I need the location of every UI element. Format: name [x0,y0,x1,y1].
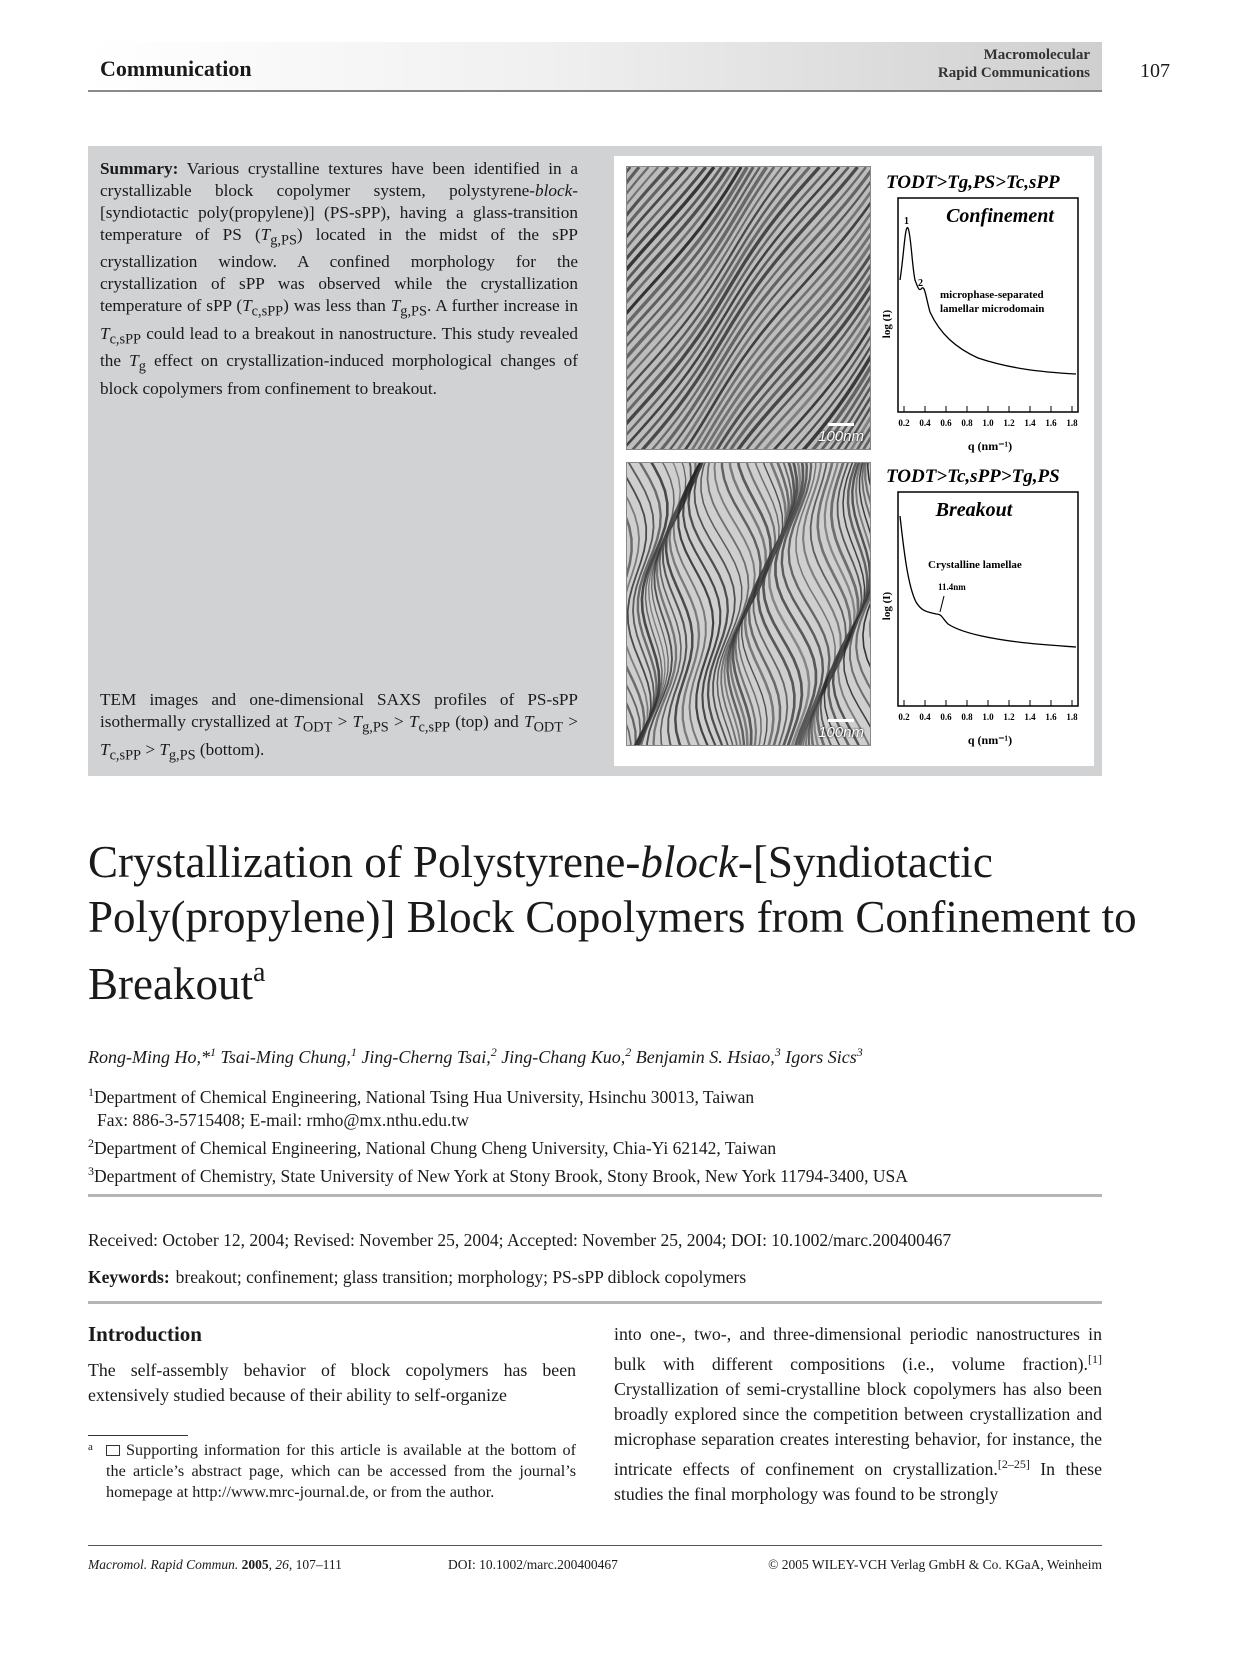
footer-doi: DOI: 10.1002/marc.200400467 [448,1557,618,1572]
article-title [88,835,1138,1012]
affiliation-text: Department of Chemical Engineering, National Chung Cheng University, Chia-Yi 62142, Taiwan [94,1137,777,1158]
title-part: Crystallization of Polystyrene- [88,837,641,887]
symbol-t: T [408,712,419,732]
affiliation-line [88,1109,908,1132]
ylabel-top: log (I) [881,309,893,339]
tem-texture-top [627,167,871,450]
symbol-t: T [100,323,110,343]
intro-part: In these studies the final morphology was found to be strongly [614,1458,1102,1504]
symbol-t: T [390,296,401,316]
annotation-arrow [940,596,944,612]
subscript: ODT [302,719,333,736]
x-tick-label: 1.0 [982,418,994,428]
summary-part: . A further increase in [426,296,578,316]
intro-text-left: The self-assembly behavior of block copolymers has been extensively studied because of their ability to self-organize [88,1360,576,1405]
x-tick-label: 1.4 [1024,712,1036,722]
author-affiliation-mark: 3 [774,1045,781,1059]
caption-gt: > [332,712,353,732]
author-affiliation-mark: 2 [625,1045,632,1059]
symbol-t: T [100,739,110,759]
subscript: g,PS [400,303,427,320]
ylabel-bottom: log (I) [881,591,893,621]
footer-rule [88,1545,1102,1546]
tem-texture-bottom [627,463,871,746]
summary-part: effect on crystallization-induced morphological changes of block copolymers from confinement to breakout. [100,351,578,398]
footer-citation: Macromol. Rapid Commun. 2005, 26, 107–111 [88,1557,342,1572]
summary-italic: block [535,181,573,200]
footnote-mark: a [88,1441,93,1453]
x-tick-label: 1.2 [1003,712,1015,722]
author-affiliation-mark: 2 [490,1045,497,1059]
tem-image-bottom [626,462,871,746]
condition-top: TODT>Tg,PS>Tc,sPP [886,172,1060,193]
abstract-figure [614,156,1094,766]
summary-part: ) was less than [283,296,391,316]
caption-gt: > [563,712,578,732]
title-part: -[Syndiotactic Poly(propylene)] Block Copolymers from Confinement to Breakout [88,837,1137,1009]
annotation-bottom-line2: 11.4nm [938,582,966,592]
condition-bottom: TODT>Tc,sPP>Tg,PS [886,466,1060,487]
caption-gt: > [141,739,160,759]
affiliation-text: Fax: 886-3-5715408; E-mail: rmho@mx.nthu.edu.tw [97,1109,469,1130]
affiliation-number: 3 [88,1163,94,1178]
x-tick-label: 0.4 [919,418,931,428]
received-dates: Received: October 12, 2004; Revised: November 25, 2004; Accepted: November 25, 2004; DOI: 10.1002/marc.200400467 [88,1230,952,1250]
xlabel-bottom: q (nm⁻¹) [967,733,1013,747]
symbol-t: T [524,712,534,732]
saxs-plot-top-svg [878,162,1088,462]
lamella-stripe [870,463,871,746]
graphical-abstract [88,146,1102,776]
affiliation-line [88,1132,908,1160]
caption-part: TEM images and one-dimensional SAXS profiles of PS-sPP isothermally crystallized at [100,690,578,732]
annotation-bottom-line1: Crystalline lamellae [928,559,1022,571]
author: Jing-Chang Kuo, [501,1047,626,1067]
footer-volume: 26 [275,1557,289,1572]
affiliation-number: 2 [88,1135,94,1150]
running-header [88,42,1102,92]
scale-bar-bottom: 100nm [818,719,864,741]
author-list [88,1045,863,1068]
author: Tsai-Ming Chung, [220,1047,351,1067]
computer-icon [106,1445,120,1456]
page-number: 107 [1140,60,1170,82]
affiliation-line [88,1081,908,1109]
tem-image-top [626,166,871,450]
plot-label-confinement: Confinement [946,205,1054,227]
journal-name-line1: Macromolecular [983,47,1090,63]
symbol-t: T [352,712,363,732]
caption-part: (top) and [450,712,525,732]
intro-part: Crystallization of semi-crystalline block copolymers has also been broadly explored since the competition between crystallization and microphase separation creates interesting behavior, for instance, the intricate effects of confinement on crystallization. [614,1378,1102,1479]
author-affiliation-mark: 3 [856,1045,863,1059]
symbol-t: T [159,739,169,759]
title-italic: block [640,837,738,887]
xticks-top [898,406,1078,428]
peak-label-1: 1 [904,216,909,227]
annotation-top-line2: lamellar microdomain [940,303,1045,315]
x-tick-label: 0.2 [898,712,910,722]
author: Jing-Cherng Tsai, [361,1047,491,1067]
summary-part: Various crystalline textures have been identified in a crystallizable block copolymer system, polystyrene- [100,159,578,200]
author: Igors Sics [785,1047,857,1067]
saxs-curve-bottom [900,516,1076,647]
figure-caption [100,689,578,766]
x-tick-label: 1.8 [1066,418,1078,428]
symbol-t: T [293,712,303,732]
subscript: ODT [533,719,564,736]
summary-part: -[syndiotactic poly(propylene)] (PS-sPP), having a glass-transition temperature of PS ( [100,181,578,244]
footer-year: 2005 [241,1557,269,1572]
x-tick-label: 1.2 [1003,418,1015,428]
intro-text-right [614,1322,1102,1507]
title-footnote-mark: a [252,957,266,988]
subscript: g [138,358,146,375]
x-tick-label: 0.4 [919,712,931,722]
scale-bar-top: 100nm [818,423,864,445]
section-heading-introduction: Introduction [88,1322,202,1346]
author-affiliation-mark: 1 [209,1045,216,1059]
x-tick-label: 0.6 [940,418,952,428]
footer-journal: Macromol. Rapid Commun. [88,1557,239,1572]
subscript: g,PS [270,232,297,249]
caption-part: (bottom). [195,739,265,759]
journal-name [938,46,1090,82]
xlabel-top: q (nm⁻¹) [967,439,1013,453]
affiliation-line [88,1160,908,1188]
intro-part: into one-, two-, and three-dimensional periodic nanostructures in bulk with different compositions (i.e., volume fraction). [614,1324,1102,1374]
x-tick-label: 1.0 [982,712,994,722]
divider-bottom [88,1301,1102,1304]
peak-label-2: 2 [918,278,923,289]
author: Rong-Ming Ho,* [88,1047,210,1067]
subscript: g,PS [168,747,196,763]
affiliation-text: Department of Chemistry, State University of New York at Stony Brook, Stony Brook, New York 11794-3400, USA [94,1165,908,1186]
subscript: c,sPP [109,331,142,348]
summary-text [100,158,578,400]
subscript: c,sPP [251,303,284,320]
symbol-t: T [129,351,139,371]
subscript: c,sPP [418,719,451,736]
footer-pages: , 107–111 [288,1557,342,1572]
divider-top [88,1194,1102,1197]
x-tick-label: 1.6 [1045,418,1057,428]
affiliation-text: Department of Chemical Engineering, National Tsing Hua University, Hsinchu 30013, Taiwan [94,1086,755,1107]
footnote [88,1440,576,1503]
keywords-list: breakout; confinement; glass transition; morphology; PS-sPP diblock copolymers [175,1267,747,1287]
xticks-bottom [898,700,1078,722]
saxs-plot-top [878,162,1088,462]
subscript: g,PS [362,719,389,736]
caption-gt: > [388,712,409,732]
plot-frame-bottom [898,492,1078,706]
journal-name-line2: Rapid Communications [937,65,1090,81]
footnote-rule [88,1435,188,1436]
x-tick-label: 1.8 [1066,712,1078,722]
author-affiliation-mark: 1 [350,1045,357,1059]
x-tick-label: 1.4 [1024,418,1036,428]
keywords-label: Keywords: [88,1267,170,1287]
section-label: Communication [100,56,252,81]
reference: [2–25] [997,1456,1030,1471]
x-tick-label: 0.6 [940,712,952,722]
affiliations [88,1081,908,1187]
x-tick-label: 0.2 [898,418,910,428]
summary-label: Summary: [100,159,179,178]
saxs-plot-bottom-svg [878,456,1088,756]
saxs-plot-bottom [878,456,1088,756]
x-tick-label: 0.8 [961,712,973,722]
x-tick-label: 0.8 [961,418,973,428]
footer-copyright: © 2005 WILEY-VCH Verlag GmbH & Co. KGaA, Weinheim [768,1557,1102,1572]
reference: [1] [1088,1352,1102,1366]
affiliation-number: 1 [88,1085,94,1099]
subscript: c,sPP [109,747,142,763]
symbol-t: T [242,296,252,316]
author: Benjamin S. Hsiao, [635,1047,775,1067]
summary-part: ) located in the midst of the sPP crystallization window. A confined morphology for the crystallization of sPP was observed while the crystallization temperature of sPP ( [100,225,578,316]
annotation-top-line1: microphase-separated [940,289,1044,301]
x-tick-label: 1.6 [1045,712,1057,722]
plot-label-breakout: Breakout [935,499,1013,521]
symbol-t: T [260,225,271,244]
footnote-text: Supporting information for this article is available at the bottom of the article’s abstract page, which can be accessed from the journal’s homepage at http://www.mrc-journal.de, or from the author. [106,1441,576,1501]
summary-part: could lead to a breakout in nanostructure. This study revealed the [100,323,578,371]
keywords [88,1267,746,1288]
